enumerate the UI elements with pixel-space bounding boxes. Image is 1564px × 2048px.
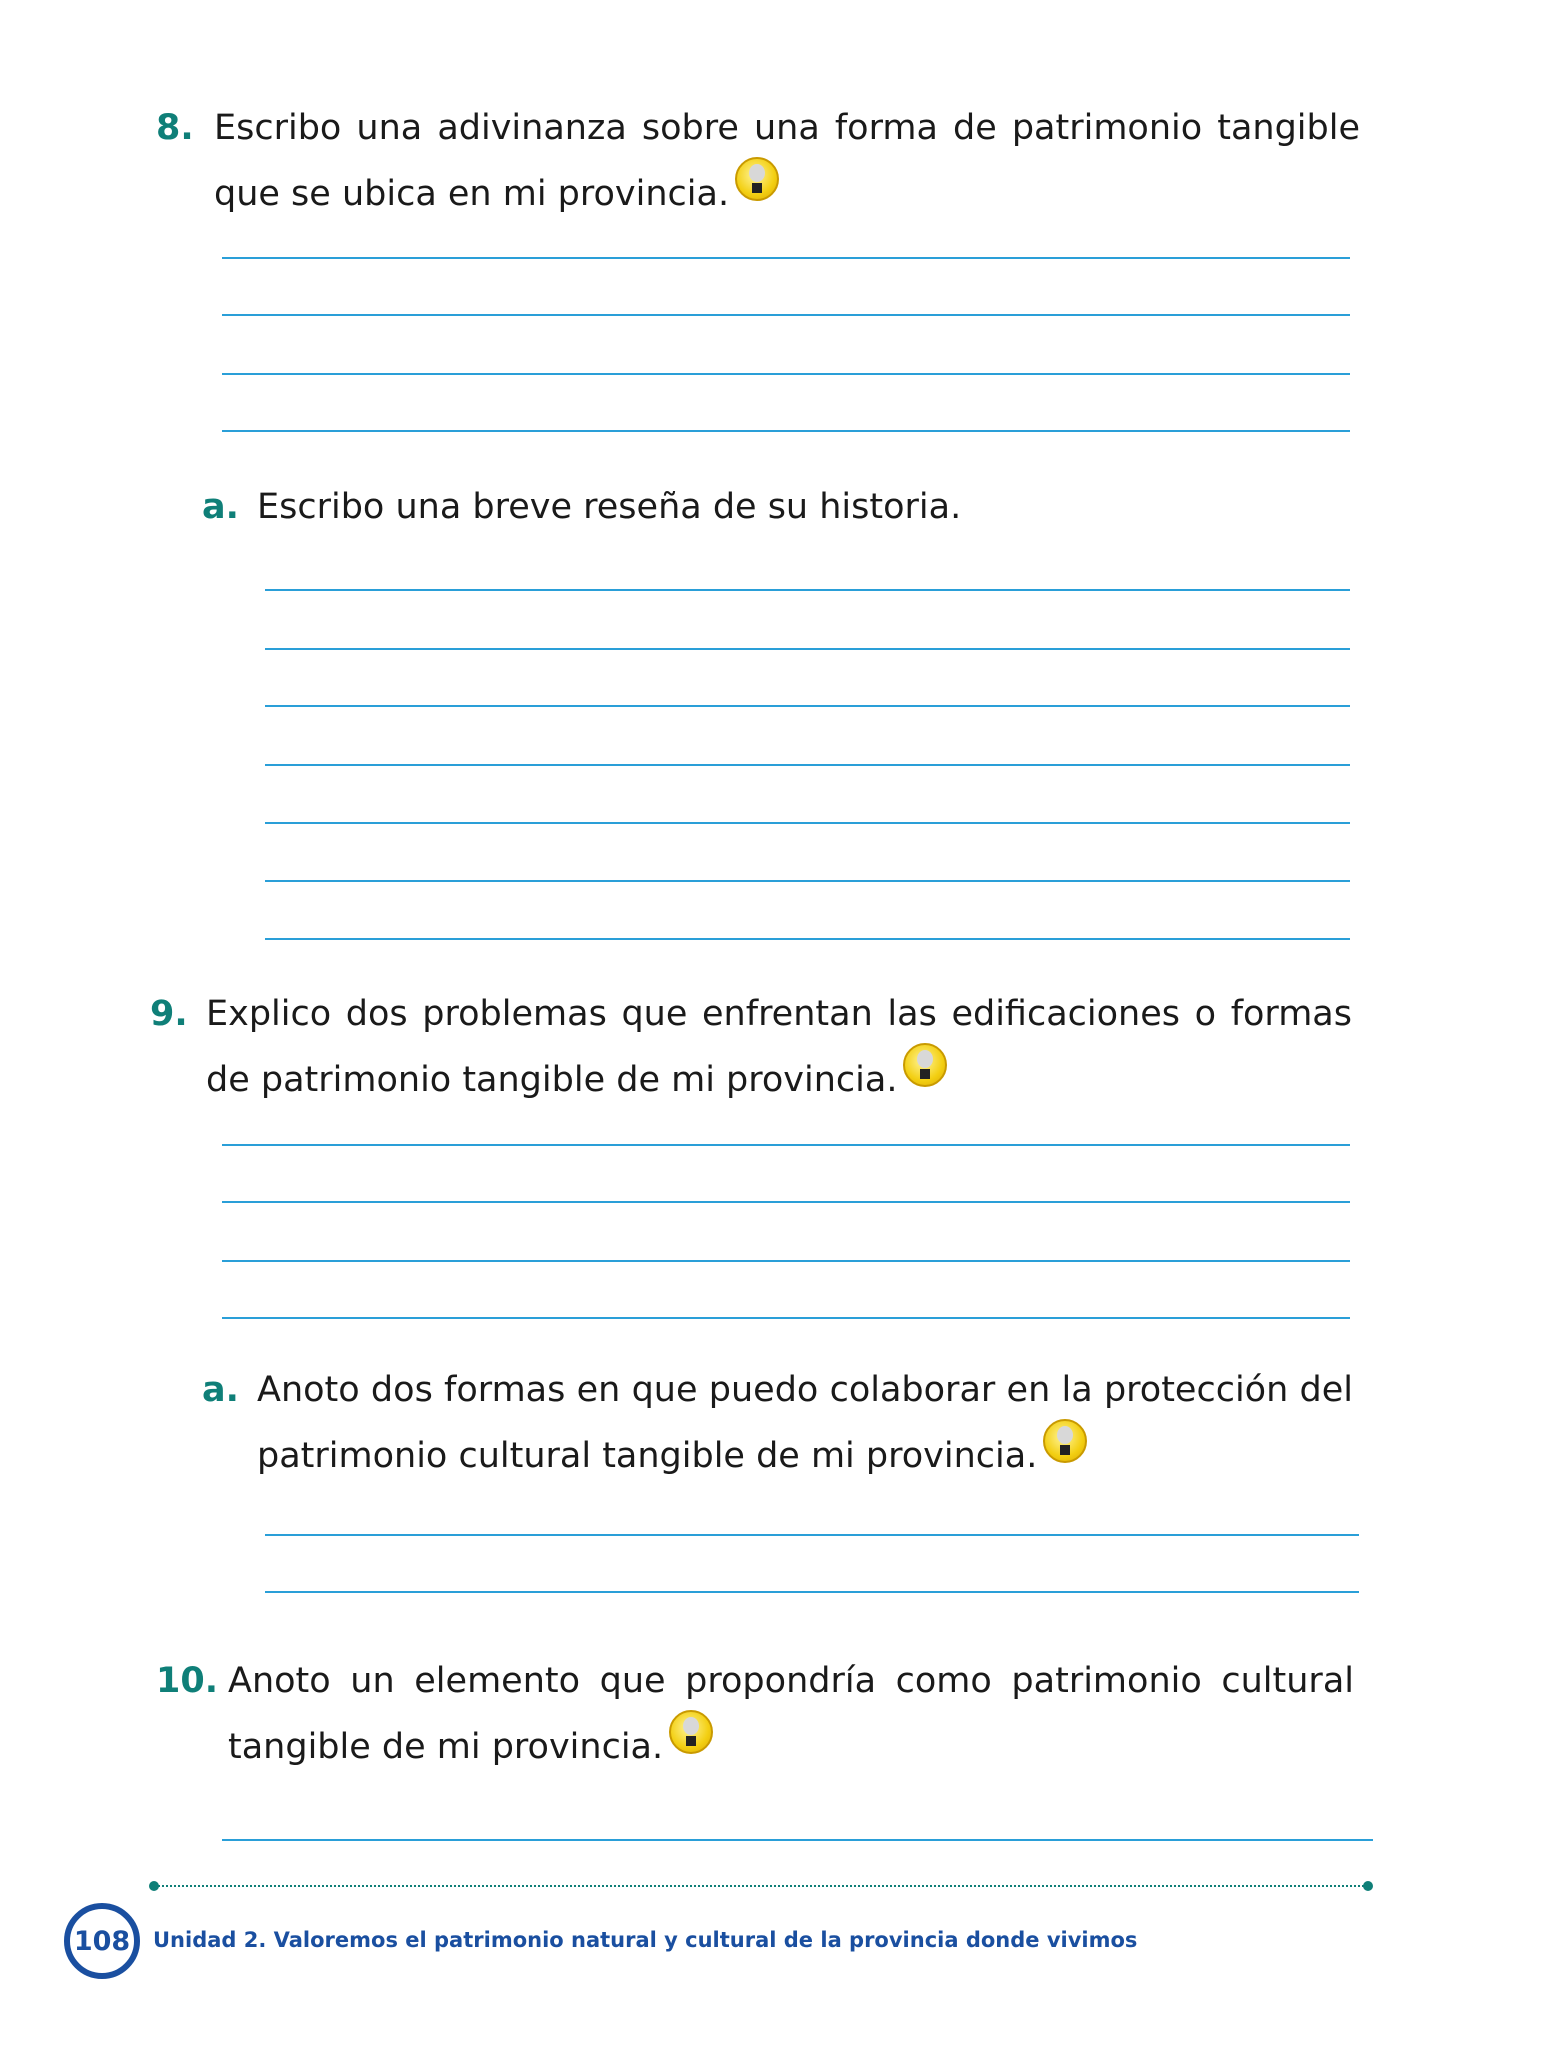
divider-dot bbox=[149, 1881, 159, 1891]
answer-line[interactable] bbox=[222, 314, 1350, 316]
answer-line[interactable] bbox=[222, 1201, 1350, 1203]
unit-title: Unidad 2. Valoremos el patrimonio natural y cultural de la provincia donde vivimos bbox=[153, 1928, 1138, 1952]
answer-line[interactable] bbox=[265, 1534, 1359, 1536]
footer-divider bbox=[154, 1885, 1368, 1887]
question-9-number: 9. bbox=[150, 994, 188, 1034]
question-10-label: Anoto un elemento que propondría como patrimonio cultural tangible de mi provincia. bbox=[228, 1661, 1354, 1767]
lightbulb-icon bbox=[1043, 1419, 1087, 1463]
answer-line[interactable] bbox=[265, 705, 1350, 707]
lightbulb-icon bbox=[669, 1710, 713, 1754]
question-9a-letter: a. bbox=[202, 1370, 239, 1410]
answer-line[interactable] bbox=[265, 822, 1350, 824]
question-9a-text bbox=[257, 1361, 1353, 1485]
question-10-text bbox=[228, 1652, 1354, 1776]
lightbulb-icon bbox=[903, 1043, 947, 1087]
page-number bbox=[64, 1903, 140, 1979]
question-9a-label: Anoto dos formas en que puedo colaborar en la protección del patrimonio cultural tangible de mi provincia. bbox=[257, 1370, 1353, 1476]
answer-line[interactable] bbox=[222, 257, 1350, 259]
divider-dot bbox=[1363, 1881, 1373, 1891]
answer-line[interactable] bbox=[222, 1260, 1350, 1262]
answer-line[interactable] bbox=[222, 1144, 1350, 1146]
question-8-number: 8. bbox=[156, 108, 194, 148]
question-8a-text: Escribo una breve reseña de su historia. bbox=[257, 487, 962, 527]
answer-line[interactable] bbox=[265, 938, 1350, 940]
answer-line[interactable] bbox=[222, 1317, 1350, 1319]
answer-line[interactable] bbox=[265, 1591, 1359, 1593]
lightbulb-icon bbox=[735, 157, 779, 201]
answer-line[interactable] bbox=[265, 764, 1350, 766]
question-10-number: 10. bbox=[156, 1661, 219, 1701]
answer-line[interactable] bbox=[222, 1839, 1373, 1841]
question-8-text bbox=[214, 99, 1360, 223]
answer-line[interactable] bbox=[265, 648, 1350, 650]
question-9-text bbox=[206, 985, 1352, 1109]
answer-line[interactable] bbox=[265, 589, 1350, 591]
answer-line[interactable] bbox=[222, 373, 1350, 375]
question-8-label: Escribo una adivinanza sobre una forma de patrimonio tangible que se ubica en mi provincia. bbox=[214, 108, 1360, 214]
page-number-text: 108 bbox=[73, 1925, 131, 1957]
answer-line[interactable] bbox=[222, 430, 1350, 432]
answer-line[interactable] bbox=[265, 880, 1350, 882]
question-8a-letter: a. bbox=[202, 487, 239, 527]
question-9-label: Explico dos problemas que enfrentan las edificaciones o formas de patrimonio tangible de mi provincia. bbox=[206, 994, 1352, 1100]
